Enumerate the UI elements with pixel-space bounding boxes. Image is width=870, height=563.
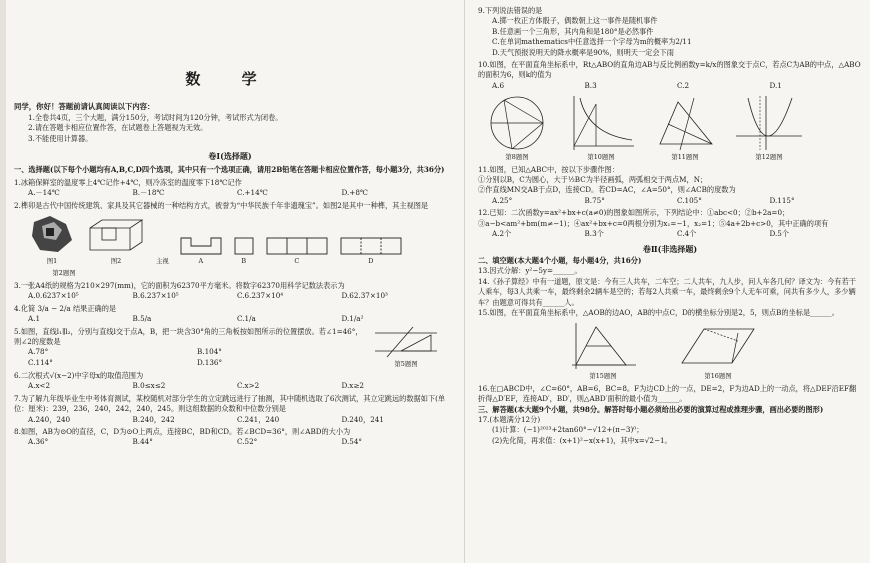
option: D.115° — [769, 195, 795, 205]
figure-caption: 第15题图 — [589, 372, 617, 381]
question-6: 6.二次根式√(x−2)中字母x的取值范围为 — [14, 370, 144, 380]
parallel-lines-triangle-icon — [373, 325, 439, 359]
options-5a — [14, 347, 366, 357]
figure-caption: 第5题图 — [394, 359, 418, 368]
figure-caption: 第8题图 — [505, 153, 529, 162]
option-label: A — [198, 257, 204, 266]
tenon-drawing-figure — [86, 214, 146, 266]
step: ②作直线MN交AB于点D，连接CD。若CD=AC，∠A=50°，则∠ACB的度数为 — [478, 185, 736, 195]
option: A.1 — [28, 314, 41, 324]
option: D.x≥2 — [341, 381, 364, 391]
option: C.x>2 — [237, 381, 260, 391]
options-6 — [14, 381, 446, 391]
option: B.任意画一个三角形，其内角和是180°是必然事件 — [492, 26, 654, 36]
option: A.25° — [492, 195, 513, 205]
option: A.－14℃ — [28, 188, 60, 198]
option: B.0≤x≤2 — [132, 381, 166, 391]
option-c-figure — [265, 236, 329, 266]
question-5: 5.如图，直线l₁∥l₂，分别与直线l交于点A，B，把一块含30°角的三角板按如图所示的位置摆放。若∠1=46°，则∠2的度数是 — [14, 326, 363, 346]
page-fold — [464, 0, 465, 563]
option-a-figure — [179, 236, 223, 266]
option: C.241，240 — [237, 414, 280, 424]
figure-caption: 第2题图 — [52, 269, 76, 278]
option: D.+8℃ — [341, 188, 368, 198]
option: A.240，240 — [28, 414, 71, 424]
coordinate-triangle-icon — [568, 321, 638, 371]
option-label: D — [368, 257, 374, 266]
section-title: 卷Ⅰ(选择题) — [208, 151, 252, 162]
section-intro: 一、选择题(以下每个小题均有A,B,C,D四个选项，其中只有一个选项正确，请用2B铅笔在答题卡相应位置作答，每小题3分，共36分) — [14, 165, 445, 175]
figures-row-8-12 — [482, 94, 862, 162]
binding-strip — [0, 0, 6, 563]
option: A.6 — [492, 80, 505, 90]
option-d-figure — [339, 236, 403, 266]
step: ①分别以B，C为圆心，大于½BC为半径画弧，两弧相交于两点M，N； — [478, 175, 708, 185]
option: A.x<2 — [28, 381, 51, 391]
option: A.0.6237×10⁵ — [28, 291, 79, 301]
left-column — [14, 6, 446, 448]
figure-caption: 第11题图 — [671, 153, 699, 162]
question-5-text — [14, 325, 366, 369]
option-label: C — [294, 257, 300, 266]
figure-10 — [566, 94, 636, 162]
option-b-shape-icon — [233, 236, 255, 256]
question-3: 3.一张A4纸的规格为210×297(mm)，它的面积为62370平方毫米。将数字62370用科学记数法表示为 — [14, 280, 345, 290]
question-11: 11.如图，已知△ABC中，按以下步骤作图： — [478, 164, 619, 174]
figure-caption: 第10题图 — [587, 153, 615, 162]
triangle-construction-icon — [650, 94, 720, 152]
figure-12 — [734, 94, 804, 162]
section-intro: 三、解答题(本大题9个小题，共98分。解答时每小题必须给出必要的演算过程或推理步骤，画出必要的图形) — [478, 404, 824, 414]
options-11 — [478, 196, 862, 206]
question-17: 17.(本题满分12分) — [478, 414, 541, 424]
options-3 — [14, 291, 446, 301]
tenon-photo-figure — [28, 214, 76, 266]
question-13: 13.因式分解：y²−5y=______。 — [478, 266, 582, 276]
figure-8 — [482, 94, 552, 162]
option: C.在单词mathematics中任意选择一个字母为m的概率为2/11 — [492, 37, 692, 47]
section-title: 卷Ⅱ(非选择题) — [642, 243, 698, 254]
option: C.4个 — [677, 229, 697, 239]
question-5-block — [14, 325, 446, 369]
option: A.2个 — [492, 229, 512, 239]
option: D.240，241 — [341, 414, 384, 424]
question-4: 4.化简 3/a − 2/a 结果正确的是 — [14, 303, 117, 313]
question-14: 14.《孙子算经》中有一道题，原文是：今有三人共车，二车空；二人共车，九人步，问人车各几何？译文为：今有若干人乘车，每3人共乘一车，最终剩余2辆车是空的；若每2人共乘一车，最终剩余9个人无车可乘，问共有多少人，多少辆车？由题意可得共有______人。 — [478, 276, 856, 307]
options-8 — [14, 437, 446, 447]
parallelogram-fold-icon — [678, 321, 758, 371]
option: D.5个 — [769, 229, 790, 239]
question-2: 2.榫卯是古代中国传统建筑、家具及其它器械的一种结构方式，被誉为“中华民族千年非遗瑰宝”。如图2是其中一种榫，其主视图是 — [14, 200, 429, 210]
options-4 — [14, 314, 446, 324]
option: B.3 — [584, 80, 597, 90]
notice-heading: 同学，你好！答题前请认真阅读以下内容： — [14, 102, 155, 112]
option: C.+14℃ — [237, 188, 268, 198]
option: C.1/a — [237, 314, 256, 324]
figure-5 — [366, 325, 446, 369]
notice-item: 3.不能使用计算器。 — [28, 133, 93, 143]
question-10: 10.如图，在平面直角坐标系中，Rt△ABO的直角边AB与反比例函数y=k/x的图象交于点C，若点C为AB的中点，△ABO的面积为6，则k的值为 — [478, 60, 861, 80]
question-16: 16.在□ABCD中，∠C=60°，AB=6，BC=8。F为边CD上的一点，DE=2，F为边AD上的一动点，将△DEF沿EF翻折得△D′EF，连接AD′，BD′，则△ABD′面积的最小值为______。 — [478, 383, 857, 404]
figure-label: 图1 — [46, 257, 58, 266]
option: B.240，242 — [132, 414, 175, 424]
figure-11 — [650, 94, 720, 162]
figure-caption: 第16题图 — [704, 372, 732, 381]
figure-label: 图2 — [110, 257, 122, 266]
options-5b — [14, 358, 366, 368]
option: D.1/a² — [341, 314, 364, 324]
right-column — [478, 6, 862, 446]
question-17-part-2: (2)先化简，再求值：(x+1)²−x(x+1)，其中x=√2−1。 — [492, 435, 672, 445]
question-17-part-1: (1)计算：(−1)²⁰²³+2tan60°−√12+(π−3)⁰； — [492, 425, 644, 435]
option: C.105° — [677, 195, 702, 205]
option: B.－18℃ — [132, 188, 165, 198]
tenon-3d-icon — [86, 214, 146, 256]
figure-15 — [568, 321, 638, 381]
option: B.104° — [197, 347, 222, 357]
option: D.136° — [197, 357, 223, 367]
option: B.5/a — [132, 314, 152, 324]
tenon-photo-icon — [28, 214, 76, 256]
page-title: 数 学 — [185, 70, 275, 88]
option: C.114° — [28, 357, 53, 367]
option-c-shape-icon — [265, 236, 329, 256]
parabola-graph-icon — [734, 94, 804, 152]
inverse-function-graph-icon — [566, 94, 636, 152]
option-a-shape-icon — [179, 236, 223, 256]
question-7: 7.为了解九年级毕业生中考体育测试，某校随机对部分学生的立定跳远进行了抽测，其中随机选取了6次测试，其立定跳远的数据如下(单位：厘米)：239，236，240，242，240，245。则这组数据的众数和中位数分别是 — [14, 393, 446, 414]
question-1: 1.冰箱保鲜室的温度零上4℃记作+4℃，则冷冻室的温度零下18℃记作 — [14, 177, 242, 187]
question-15: 15.如图，在平面直角坐标系中，△AOB的边AO，AB的中点C，D的横坐标分别是2，5，则点B的坐标是______。 — [478, 307, 839, 317]
notice-item: 2.请在答题卡相应位置作答，在试题卷上答题视为无效。 — [28, 123, 208, 133]
option-d-shape-icon — [339, 236, 403, 256]
option: D.62.37×10³ — [341, 291, 388, 301]
option: C.52° — [237, 437, 258, 447]
circle-diameter-icon — [482, 94, 552, 152]
option: A.78° — [28, 347, 49, 357]
view-direction-label: 主视 — [156, 257, 169, 266]
option: D.天气预报说明天的降水概率是90%，则明天一定会下雨 — [492, 47, 674, 57]
options-7 — [14, 415, 446, 425]
option: D.1 — [769, 80, 782, 90]
question-9: 9.下列说法错误的是 — [478, 6, 543, 15]
option: B.6.237×10⁵ — [132, 291, 179, 301]
option-b-figure — [233, 236, 255, 266]
question-12: 12.已知：二次函数y=ax²+bx+c(a≠0)的图象如图所示，下列结论中：①abc<0；②b+2a=0；③a−b<am²+bm(m≠−1)；④ax²+bx+c=0两根分别为x₁=−1，x₂=1；⑤4a+2b+c>0，其中正确的项有 — [478, 208, 829, 228]
option: D.54° — [341, 437, 363, 447]
option: A.掷一枚正方体骰子，偶数朝上这一事件是随机事件 — [492, 16, 658, 26]
options-1 — [14, 188, 446, 198]
option: C.2 — [677, 80, 690, 90]
section-intro: 二、填空题(本大题4个小题，每小题4分，共16分) — [478, 255, 642, 265]
options-12 — [478, 229, 862, 239]
figures-q2 — [28, 214, 446, 266]
option: C.6.237×10⁴ — [237, 291, 284, 301]
option-label: B — [241, 257, 247, 266]
figures-row-15-16 — [568, 321, 862, 381]
option: B.44° — [132, 437, 153, 447]
options-10 — [478, 81, 862, 91]
figure-16 — [678, 321, 758, 381]
figure-caption: 第12题图 — [755, 153, 783, 162]
option: A.36° — [28, 437, 49, 447]
notice-item: 1.全卷共4页，三个大题，满分150分，考试时间为120分钟，考试形式为闭卷。 — [28, 112, 283, 122]
option: B.75° — [584, 195, 605, 205]
question-8: 8.如图，AB为⊙O的直径，C，D为⊙O上两点，连接BC，BD和CD。若∠BCD=36°，则∠ABD的大小为 — [14, 426, 351, 436]
option: B.3个 — [584, 229, 604, 239]
